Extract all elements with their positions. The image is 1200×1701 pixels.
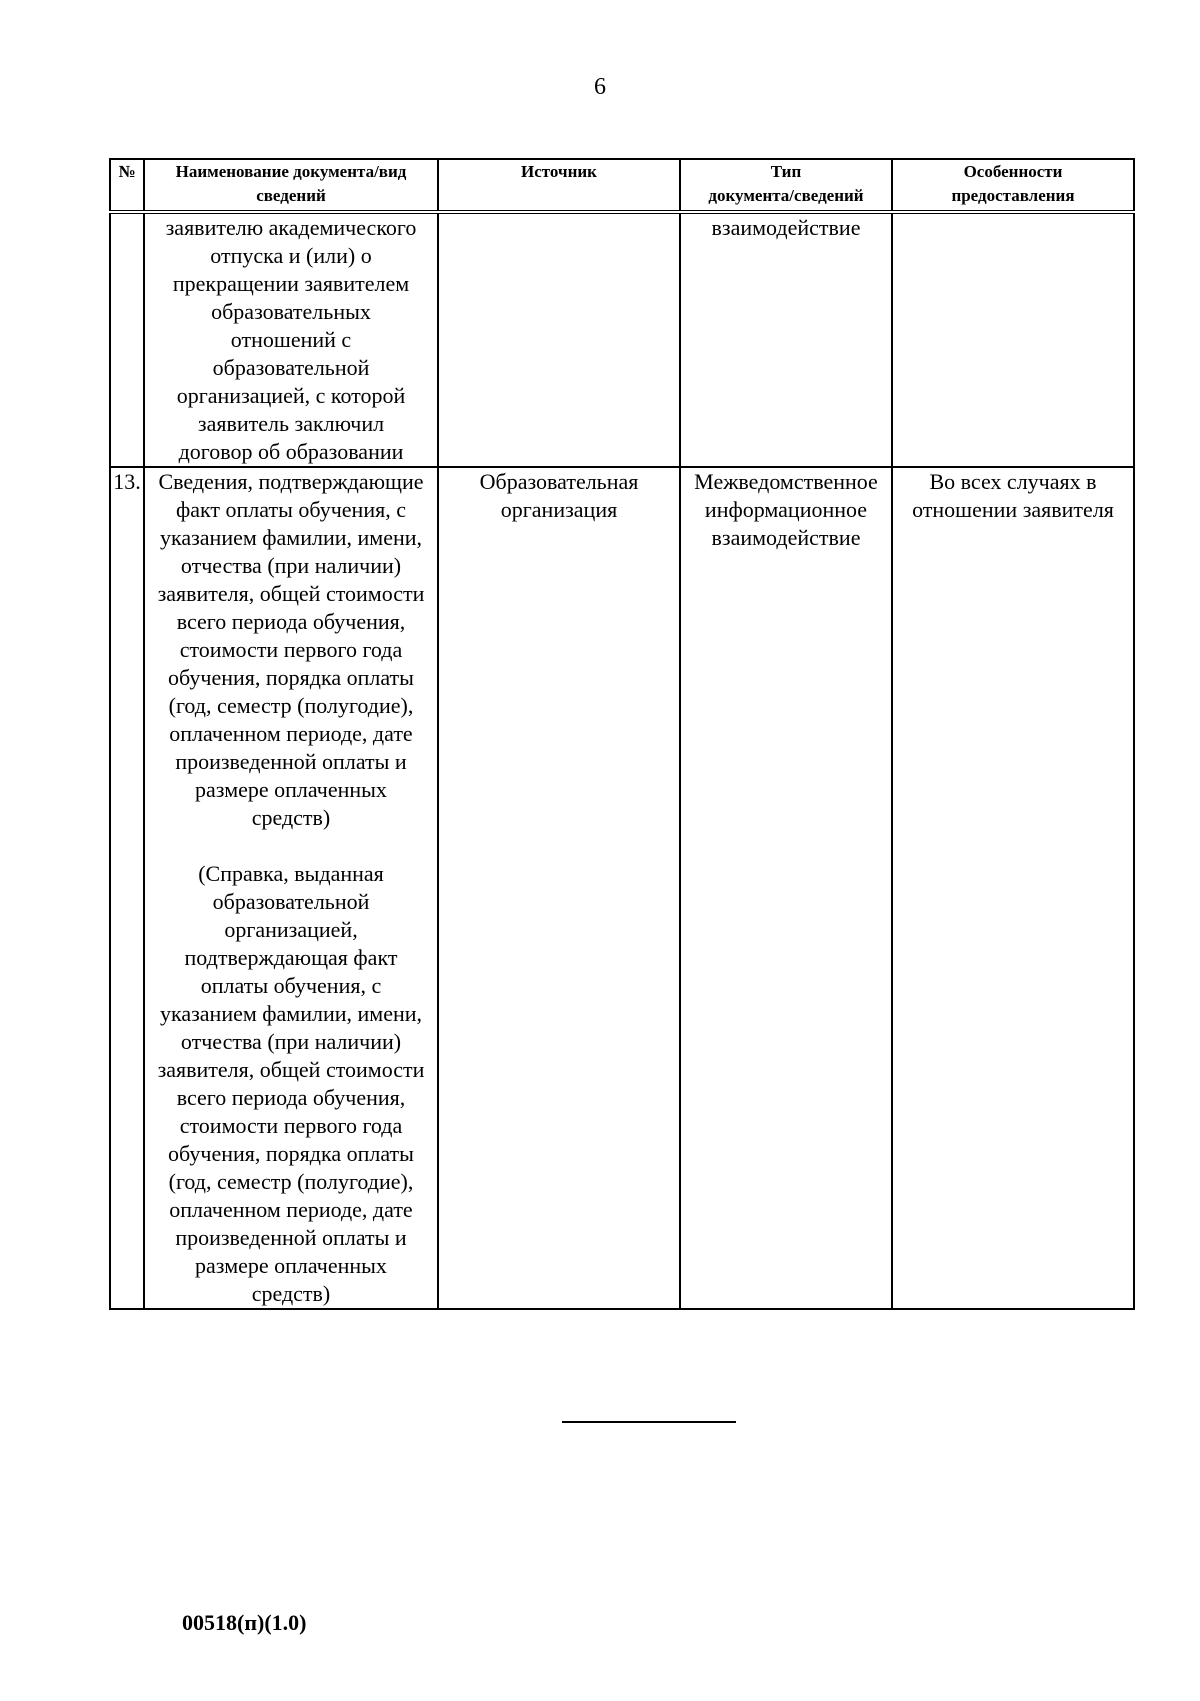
row-type: взаимодействие [680, 212, 892, 467]
table-header-row [110, 159, 1134, 212]
table-row [110, 467, 1134, 1309]
document-code: 00518(п)(1.0) [182, 1610, 307, 1635]
row-name-note: (Справка, выданная образовательной организацией, подтверждающая факт оплаты обучения, с указанием фамилии, имени, отчества (при наличии) заявителя, общей стоимости всего периода обучения, стоимости первого года обучения, порядка оплаты (год, семестр (полугодие), оплаченном периоде, дате произведенной оплаты и размере оплаченных средств) [157, 861, 425, 1306]
row-features: Во всех случаях в отношении заявителя [892, 467, 1134, 1309]
row-source [438, 212, 680, 467]
row-name: Сведения, подтверждающие факт оплаты обучения, с указанием фамилии, имени, отчества (при наличии) заявителя, общей стоимости всего периода обучения, стоимости первого года обучения, порядка оплаты (год, семестр (полугодие), оплаченном периоде, дате произведенной оплаты и размере оплаченных средств) [157, 469, 425, 830]
documents-table [109, 158, 1135, 1310]
table-row [110, 212, 1134, 467]
separator-line [562, 1421, 736, 1423]
row-source: Образовательная организация [438, 467, 680, 1309]
row-name: заявителю академического отпуска и (или) о прекращении заявителем образовательных отношений с образовательной организацией, с которой заявитель заключил договор об образовании [144, 212, 438, 467]
row-name-cell [144, 467, 438, 1309]
header-name: Наименование документа/вид сведений [144, 159, 438, 212]
paragraph-gap [145, 832, 437, 860]
page-number: 6 [594, 74, 606, 100]
row-num [110, 212, 144, 467]
header-source: Источник [438, 159, 680, 212]
row-features [892, 212, 1134, 467]
header-type: Тип документа/сведений [680, 159, 892, 212]
header-features: Особенности предоставления [892, 159, 1134, 212]
row-type: Межведомственное информационное взаимодействие [680, 467, 892, 1309]
header-num: № [110, 159, 144, 212]
row-num: 13. [110, 467, 144, 1309]
